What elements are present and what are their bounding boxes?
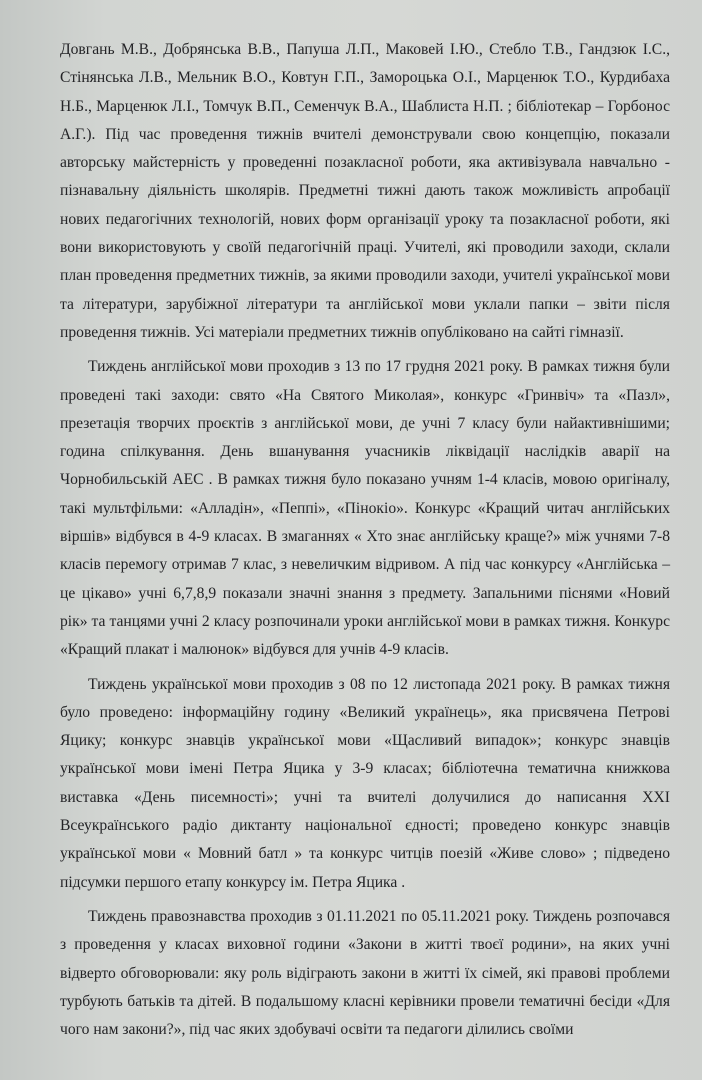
paragraph-law-week: Тиждень правознавства проходив з 01.11.2021 по 05.11.2021 року. Тиждень розпочався з проведення у класах виховної години «Закони в житті твоєї родини», на яких учні відверто обговорювали: яку роль відіграють закони в житті їх сімей, які правові проблеми турбують батьків та дітей. В подальшому класні керівники провели тематичні бесіди «Для чого нам закони?», під час яких здобувачі освіти та педагоги ділились своїми <box>60 907 670 1039</box>
paragraph-english-week: Тиждень англійської мови проходив з 13 по 17 грудня 2021 року. В рамках тижня були проведені такі заходи: свято «На Святого Миколая», конкурс «Гринвіч» та «Пазл», презетація творчих проєктів з англійської мови, де учні 7 класу були найактивнішими; година спілкування. День вшанування учасників ліквідації наслідків аварії на Чорнобильській АЕС . В рамках тижня було показано учням 1-4 класів, мовою оригіналу, такі мультфільми: «Алладін», «Пеппі», «Пінокіо». Конкурс «Кращий читач англійських віршів» відбувся в 4-9 класах. В змаганнях « Хто знає англійську краще?» між учнями 7-8 класів перемогу отримав 7 клас, з невеличким відривом. А під час конкурсу «Англійська – це цікаво» учні 6,7,8,9 показали значні знання з предмету. Запальними піснями «Новий рік» та танцями учні 2 класу розпочинали уроки англійської мови в рамках тижня. Конкурс «Кращий плакат і малюнок» відбувся для учнів 4-9 класів. <box>60 358 670 659</box>
paragraph-ukrainian-week: Тиждень української мови проходив з 08 по 12 листопада 2021 року. В рамках тижня було проведено: інформаційну годину «Великий українець», яка присвячена Петрові Яцику; конкурс знавців української мови «Щасливий випадок»; конкурс знавців української мови імені Петра Яцика у 3-9 класах; бібліотечна тематична книжкова виставка «День писемності»; учні та вчителі долучилися до написання ХХІ Всеукраїнського радіо диктанту національної єдності; проведено конкурс знавців української мови « Мовний батл » та конкурс читців поезій «Живе слово» ; підведено підсумки першого етапу конкурсу ім. Петра Яцика . <box>60 675 670 891</box>
document-body <box>60 36 670 1044</box>
paragraph-teachers-list: Довгань М.В., Добрянська В.В., Папуша Л.П., Маковей І.Ю., Стебло Т.В., Гандзюк І.С., Стінянська Л.В., Мельник В.О., Ковтун Г.П., Замороцька О.І., Марценюк Т.О., Курдибаха Н.Б., Марценюк Л.І., Томчук В.П., Семенчук В.А., Шаблиста Н.П. ; бібліотекар – Горбонос А.Г.). Під час проведення тижнів вчителі демонстрували свою концепцію, показали авторську майстерність у проведенні позакласної роботи, яка активізувала навчально - пізнавальну діяльність школярів. Предметні тижні дають також можливість апробації нових педагогічних технологій, нових форм організації уроку та позакласної роботи, які вони використовують у своїй педагогічній праці. Учителі, які проводили заходи, склали план проведення предметних тижнів, за якими проводили заходи, учителі української мови та літератури, зарубіжної літератури та англійської мови уклали папки – звіти після проведення тижнів. Усі матеріали предметних тижнів опубліковано на сайті гімназії. <box>60 41 670 341</box>
